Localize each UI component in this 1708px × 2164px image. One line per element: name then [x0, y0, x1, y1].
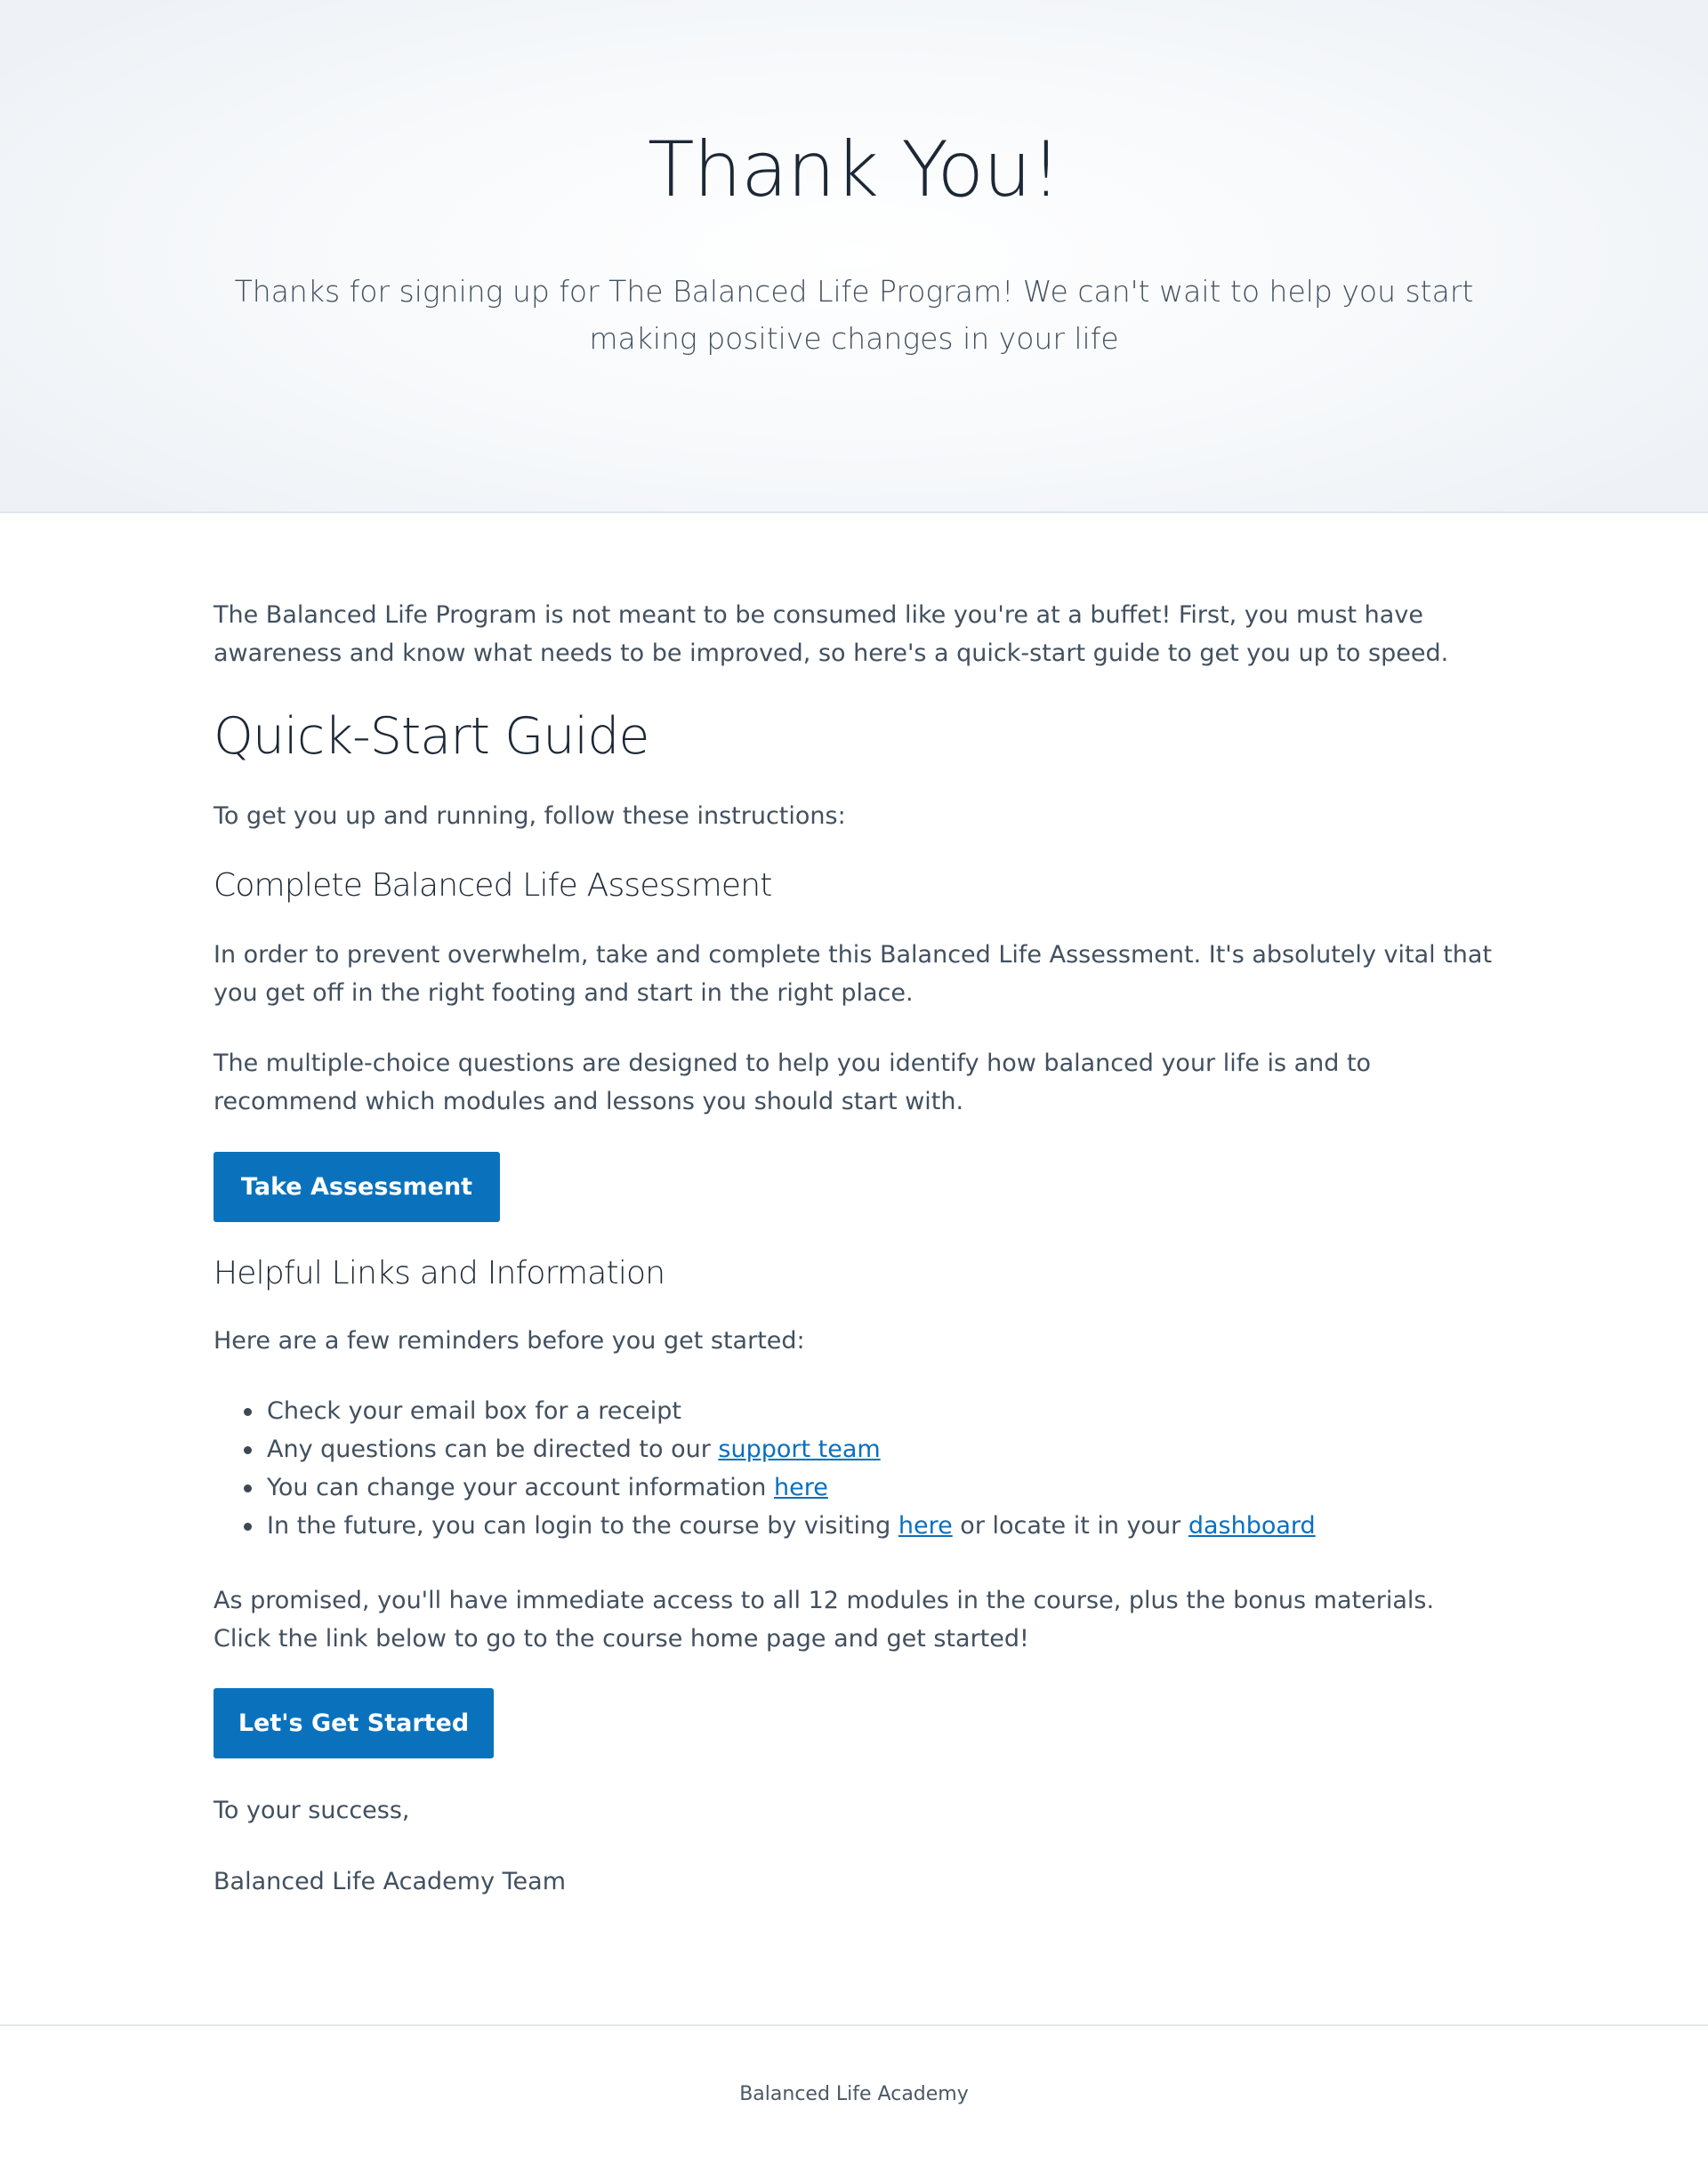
hero-section	[0, 0, 1708, 513]
assessment-heading: Complete Balanced Life Assessment	[214, 867, 772, 904]
signoff-text: To your success,	[214, 1797, 410, 1824]
list-item	[214, 1392, 1494, 1430]
team-signature: Balanced Life Academy Team	[214, 1868, 567, 1895]
list-item-text-middle: or locate it in your	[952, 1512, 1188, 1540]
list-item-text: Any questions can be directed to our	[267, 1436, 719, 1463]
list-item	[214, 1468, 1494, 1507]
take-assessment-button[interactable]: Take Assessment	[214, 1152, 500, 1222]
quick-start-lead: To get you up and running, follow these instructions:	[214, 802, 846, 830]
closing-paragraph: As promised, you'll have immediate access to all 12 modules in the course, plus the bonus materials. Click the link below to go to the course home page and get started!	[214, 1587, 1435, 1653]
dashboard-link[interactable]: dashboard	[1188, 1512, 1316, 1540]
footer-divider	[0, 2024, 1708, 2026]
get-started-button[interactable]: Let's Get Started	[214, 1688, 494, 1758]
support-team-link[interactable]: support team	[718, 1436, 881, 1463]
hero-title: Thank You!	[647, 125, 1061, 214]
helpful-links-lead: Here are a few reminders before you get started:	[214, 1327, 805, 1355]
helpful-links-heading: Helpful Links and Information	[214, 1255, 665, 1291]
list-item-text: In the future, you can login to the course by visiting	[267, 1512, 898, 1540]
assessment-paragraph-2: The multiple-choice questions are designed to help you identify how balanced your life is and to recommend which modules and lessons you should start with.	[214, 1050, 1372, 1115]
list-item	[214, 1430, 1494, 1468]
hero-subtitle: Thanks for signing up for The Balanced Life Program! We can't wait to help you start making positive changes in your life	[234, 274, 1474, 356]
course-login-link[interactable]: here	[898, 1512, 953, 1540]
assessment-paragraph-1: In order to prevent overwhelm, take and complete this Balanced Life Assessment. It's absolutely vital that you get off in the right footing and start in the right place.	[214, 941, 1493, 1007]
list-item-text: Check your email box for a receipt	[267, 1397, 682, 1425]
list-item-text: You can change your account information	[267, 1474, 775, 1501]
intro-paragraph: The Balanced Life Program is not meant to be consumed like you're at a buffet! First, you must have awareness and know what needs to be improved, so here's a quick-start guide to get you up to speed.	[214, 601, 1449, 667]
account-info-link[interactable]: here	[774, 1474, 828, 1501]
footer-text: Balanced Life Academy	[739, 2083, 969, 2105]
quick-start-heading: Quick-Start Guide	[214, 707, 649, 766]
list-item	[214, 1507, 1494, 1545]
reminders-list	[214, 1392, 1494, 1545]
